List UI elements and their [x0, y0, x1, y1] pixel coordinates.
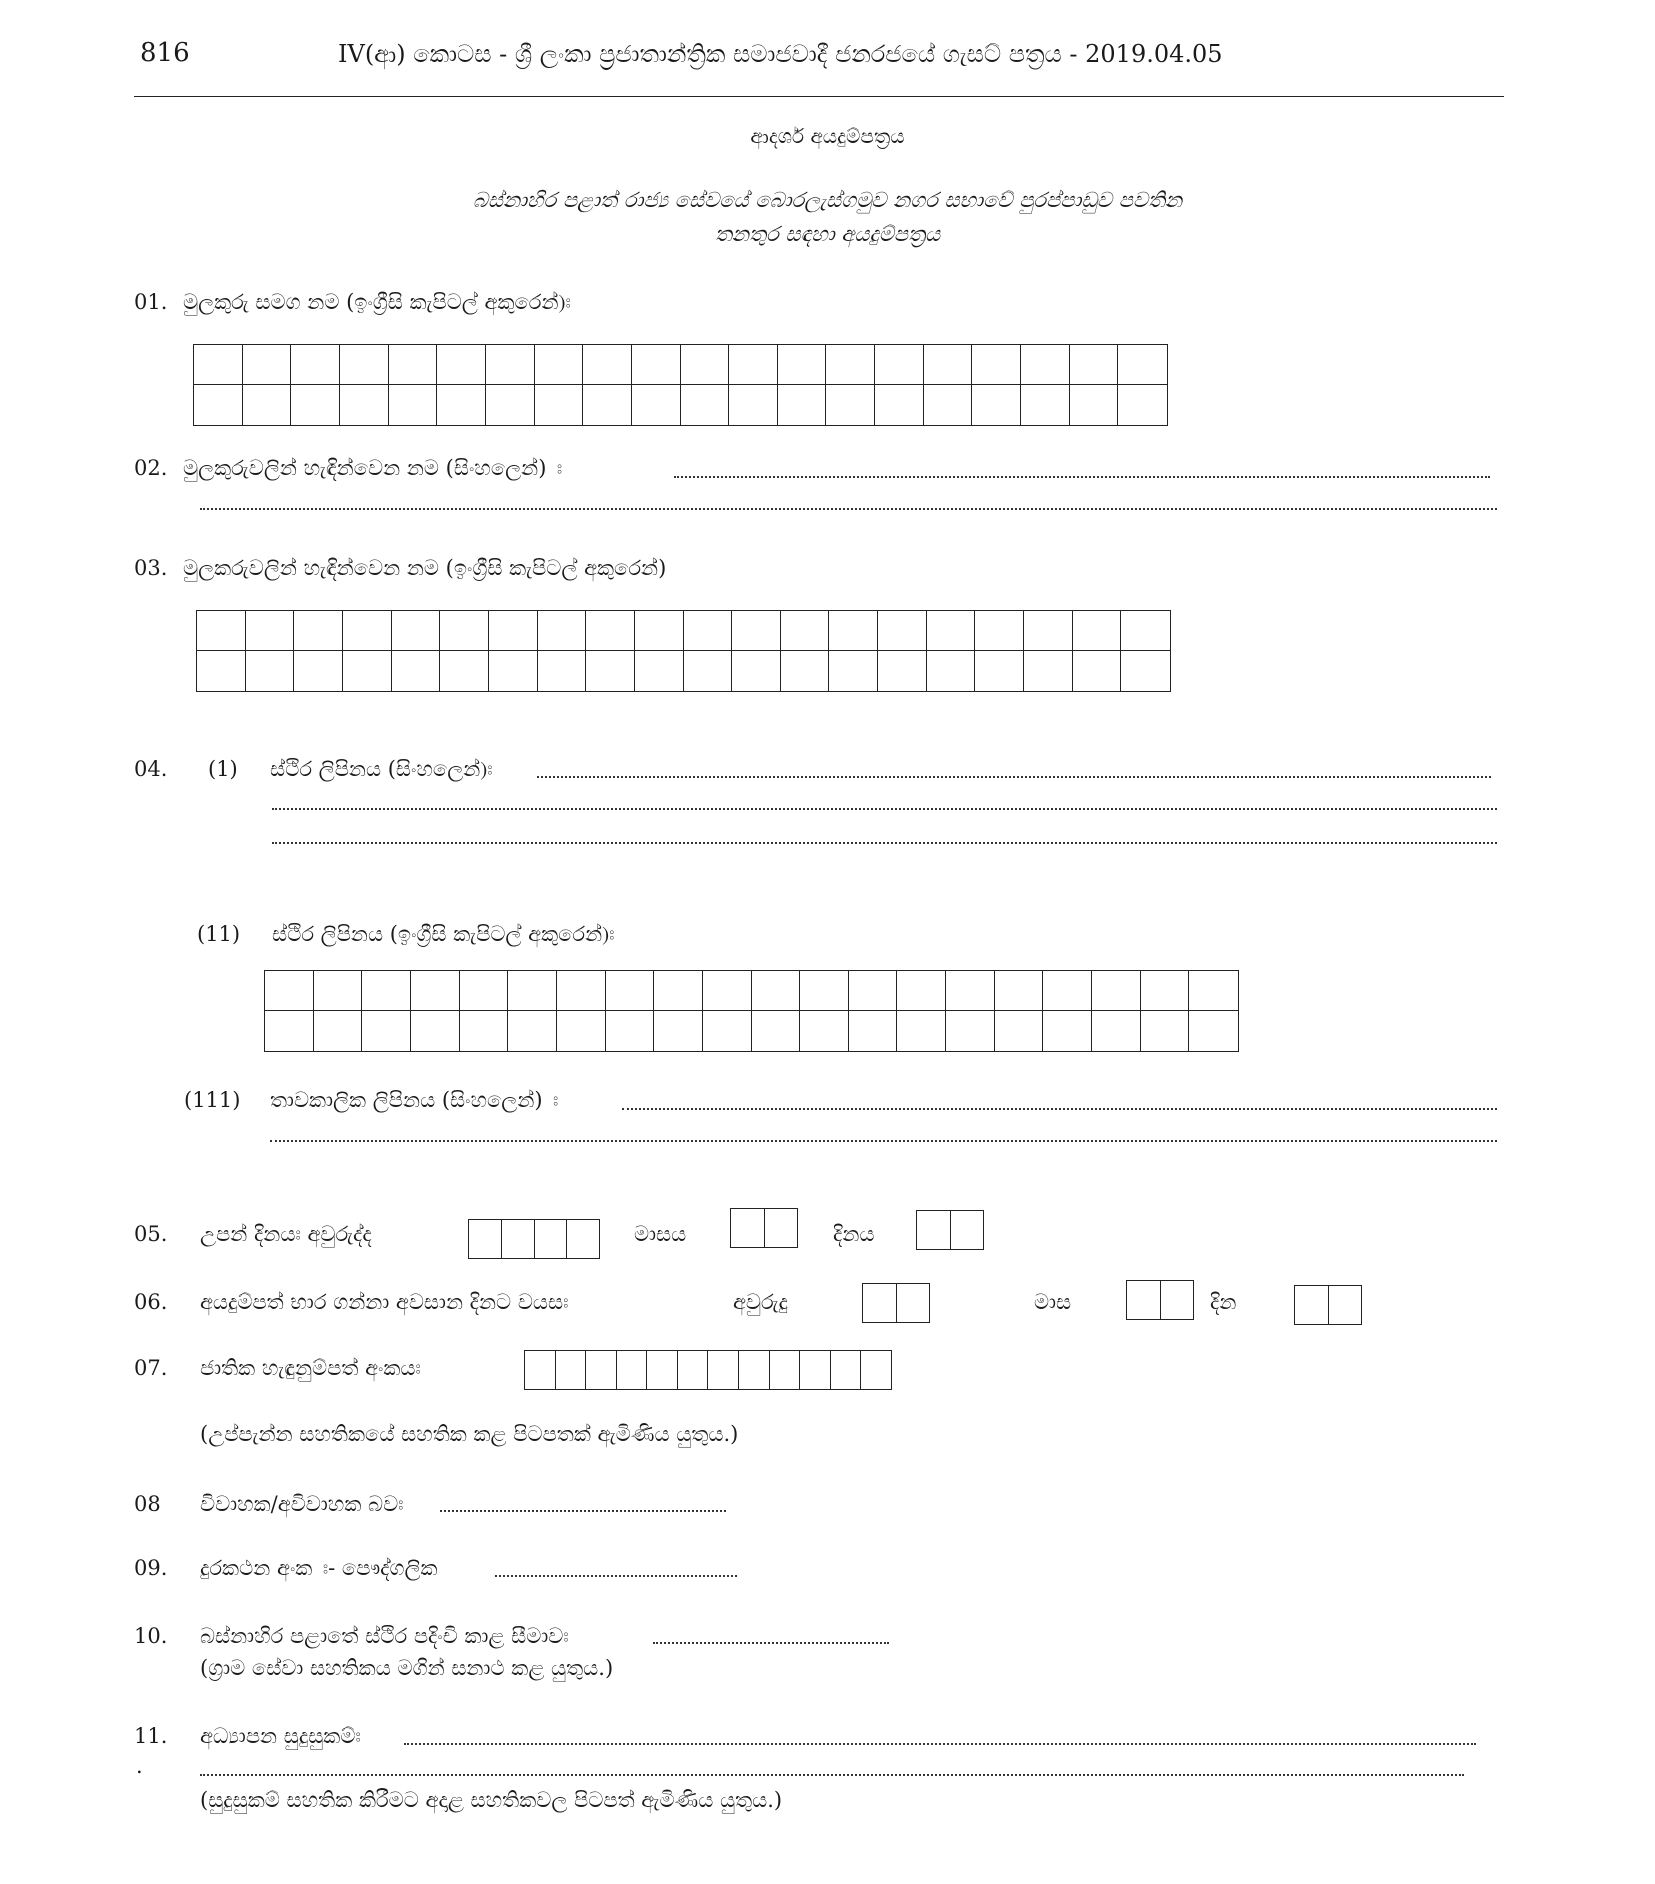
letter-cell[interactable]	[995, 1011, 1044, 1051]
letter-cell[interactable]	[924, 345, 973, 385]
letter-cell[interactable]	[1070, 385, 1119, 425]
letter-cell[interactable]	[489, 611, 538, 651]
letter-cell[interactable]	[583, 345, 632, 385]
q06-years-label: අවුරුදු	[733, 1290, 788, 1314]
letter-cell[interactable]	[632, 345, 681, 385]
letter-cell[interactable]	[972, 345, 1021, 385]
letter-cell[interactable]	[1189, 971, 1238, 1011]
q02-number: 02.	[134, 456, 168, 480]
letter-cell[interactable]	[1070, 345, 1119, 385]
letter-cell[interactable]	[878, 611, 927, 651]
letter-cell[interactable]	[1189, 1011, 1238, 1051]
letter-cell[interactable]	[246, 611, 295, 651]
letter-cell[interactable]	[635, 651, 684, 691]
letter-cell[interactable]	[778, 385, 827, 425]
q02-fill-line-2[interactable]	[200, 508, 1497, 510]
letter-cell[interactable]	[535, 345, 584, 385]
letter-cell[interactable]	[440, 651, 489, 691]
q05-label: උපන් දිනයඃ අවුරුද්ද	[200, 1222, 372, 1246]
letter-cell[interactable]	[946, 1011, 995, 1051]
letter-cell[interactable]	[1141, 971, 1190, 1011]
nic-digit-cell[interactable]	[831, 1351, 862, 1389]
q04-temporary-address-line-2[interactable]	[270, 1140, 1497, 1142]
q10-label: බස්නාහිර පළාතේ ස්ථිර පදිංචි කාළ සීමාවඃ	[200, 1624, 569, 1648]
letter-cell[interactable]	[586, 651, 635, 691]
letter-cell[interactable]	[389, 385, 438, 425]
letter-cell[interactable]	[681, 385, 730, 425]
q06-number: 06.	[134, 1290, 168, 1314]
letter-cell[interactable]	[606, 1011, 655, 1051]
letter-cell[interactable]	[632, 385, 681, 425]
letter-cell[interactable]	[194, 345, 243, 385]
nic-digit-cell[interactable]	[678, 1351, 709, 1389]
letter-cell[interactable]	[343, 611, 392, 651]
nic-digit-cell[interactable]	[556, 1351, 587, 1389]
q04-permanent-address-sinhala-line-3[interactable]	[272, 842, 1497, 844]
q01-label: මුලකුරු සමග නම (ඉංග්‍රීසි කැපිටල් අකුරෙන්)ඃ	[183, 290, 571, 314]
letter-cell[interactable]	[411, 971, 460, 1011]
nic-digit-cell[interactable]	[739, 1351, 770, 1389]
q06-months-boxes[interactable]	[1126, 1280, 1194, 1320]
letter-cell[interactable]	[243, 385, 292, 425]
q09-label: දුරකථන අංක ඃ- පෞද්ගලික	[200, 1556, 438, 1580]
letter-cell[interactable]	[314, 1011, 363, 1051]
letter-cell[interactable]	[1092, 1011, 1141, 1051]
q01-name-letter-grid[interactable]	[193, 344, 1168, 426]
q06-months-label: මාස	[1034, 1290, 1072, 1314]
letter-cell[interactable]	[800, 971, 849, 1011]
letter-cell[interactable]	[752, 1011, 801, 1051]
q04-permanent-address-sinhala-line-2[interactable]	[272, 808, 1497, 810]
letter-cell[interactable]	[703, 971, 752, 1011]
letter-cell[interactable]	[975, 611, 1024, 651]
q01-number: 01.	[134, 290, 168, 314]
header-rule	[134, 96, 1504, 97]
q03-number: 03.	[134, 556, 168, 580]
letter-cell[interactable]	[265, 971, 314, 1011]
q08-label: විවාහක/අවිවාහක බවඃ	[200, 1492, 404, 1516]
letter-cell[interactable]	[1021, 345, 1070, 385]
letter-cell[interactable]	[1073, 651, 1122, 691]
letter-cell[interactable]	[197, 651, 246, 691]
letter-cell[interactable]	[489, 651, 538, 691]
letter-cell[interactable]	[340, 345, 389, 385]
nic-digit-cell[interactable]	[617, 1351, 648, 1389]
letter-cell[interactable]	[703, 1011, 752, 1051]
letter-cell[interactable]	[995, 971, 1044, 1011]
letter-cell[interactable]	[197, 611, 246, 651]
nic-digit-cell[interactable]	[861, 1351, 891, 1389]
letter-cell[interactable]	[1141, 1011, 1190, 1051]
letter-cell[interactable]	[800, 1011, 849, 1051]
letter-cell[interactable]	[486, 385, 535, 425]
letter-cell[interactable]	[583, 385, 632, 425]
letter-cell[interactable]	[684, 611, 733, 651]
q07-note: (උප්පැන්න සහතිකයේ සහතික කළ පිටපතක් ඇමිණිය යුතුය.)	[200, 1422, 739, 1446]
letter-cell[interactable]	[729, 345, 778, 385]
q10-number: 10.	[134, 1624, 168, 1648]
letter-cell[interactable]	[246, 651, 295, 691]
letter-cell[interactable]	[924, 385, 973, 425]
letter-cell[interactable]	[538, 611, 587, 651]
q05-month-label: මාසය	[634, 1222, 687, 1246]
letter-cell[interactable]	[362, 971, 411, 1011]
letter-cell[interactable]	[752, 971, 801, 1011]
gazette-header-title: IV(ආ) කොටස - ශ්‍රී ලංකා ප්‍රජාතාන්ත්‍රික සමාජවාදී ජනරජයේ ගැසට් පත්‍රය - 2019.04.05	[338, 40, 1223, 68]
letter-cell[interactable]	[508, 971, 557, 1011]
letter-cell[interactable]	[1121, 611, 1170, 651]
letter-cell[interactable]	[392, 611, 441, 651]
letter-cell[interactable]	[291, 345, 340, 385]
letter-cell[interactable]	[437, 345, 486, 385]
q07-label: ජාතික හැඳුනුම්පත් අංකයඃ	[200, 1356, 421, 1380]
letter-cell[interactable]	[486, 345, 535, 385]
nic-digit-cell[interactable]	[800, 1351, 831, 1389]
nic-digit-cell[interactable]	[770, 1351, 801, 1389]
letter-cell[interactable]	[654, 971, 703, 1011]
letter-cell[interactable]	[1073, 611, 1122, 651]
q08-fill-line[interactable]	[440, 1510, 726, 1512]
letter-cell[interactable]	[1021, 385, 1070, 425]
letter-cell[interactable]	[875, 345, 924, 385]
q11-fill-line-1[interactable]	[404, 1743, 1476, 1745]
letter-cell[interactable]	[1024, 611, 1073, 651]
letter-cell[interactable]	[897, 1011, 946, 1051]
q11-label: අධ්‍යාපන සුදුසුකම්ඃ	[200, 1724, 361, 1748]
letter-cell[interactable]	[975, 651, 1024, 691]
q11-stray-mark: .	[136, 1754, 143, 1778]
q10-fill-line[interactable]	[653, 1642, 889, 1644]
q09-number: 09.	[134, 1556, 168, 1580]
letter-cell[interactable]	[732, 611, 781, 651]
q11-number: 11.	[134, 1724, 168, 1748]
q05-day-label: දිනය	[833, 1222, 875, 1246]
letter-cell[interactable]	[729, 385, 778, 425]
q07-nic-number-boxes[interactable]	[524, 1350, 892, 1390]
letter-cell[interactable]	[829, 651, 878, 691]
letter-cell[interactable]	[294, 611, 343, 651]
q04-permanent-address-sinhala-line-1[interactable]	[537, 776, 1491, 778]
q06-years-boxes[interactable]	[862, 1283, 930, 1323]
q04-sub1-number: (1)	[208, 757, 238, 781]
letter-cell[interactable]	[1118, 345, 1167, 385]
letter-cell[interactable]	[1092, 971, 1141, 1011]
q05-day-boxes[interactable]	[916, 1210, 984, 1250]
letter-cell[interactable]	[362, 1011, 411, 1051]
q04-sub3-label: තාවකාලික ලිපිනය (සිංහලෙන්) ඃ	[270, 1088, 559, 1112]
q09-fill-line[interactable]	[495, 1575, 737, 1577]
q10-note: (ග්‍රාම සේවා සහතිකය මගින් සනාථ කළ යුතුය.)	[200, 1656, 614, 1680]
q11-fill-line-2[interactable]	[200, 1774, 1464, 1776]
q04-permanent-address-english-grid[interactable]	[264, 970, 1239, 1052]
form-subtitle-line1: බස්නාහිර පළාත් රාජ්‍ය සේවයේ බොරලැස්ගමුව නගර සභාවේ පුරප්පාඩුව පවතින	[472, 188, 1183, 212]
letter-cell[interactable]	[1118, 385, 1167, 425]
letter-cell[interactable]	[927, 651, 976, 691]
letter-cell[interactable]	[392, 651, 441, 691]
letter-cell[interactable]	[1024, 651, 1073, 691]
letter-cell[interactable]	[343, 651, 392, 691]
letter-cell[interactable]	[411, 1011, 460, 1051]
letter-cell[interactable]	[849, 971, 898, 1011]
letter-cell[interactable]	[681, 345, 730, 385]
letter-cell[interactable]	[875, 385, 924, 425]
letter-cell[interactable]	[557, 1011, 606, 1051]
letter-cell[interactable]	[826, 385, 875, 425]
letter-cell[interactable]	[586, 611, 635, 651]
letter-cell[interactable]	[265, 1011, 314, 1051]
letter-cell[interactable]	[1043, 1011, 1092, 1051]
page-number: 816	[140, 38, 190, 68]
letter-cell[interactable]	[538, 651, 587, 691]
q04-sub1-label: ස්ථිර ලිපිනය (සිංහලෙන්)ඃ	[270, 757, 493, 781]
letter-cell[interactable]	[927, 611, 976, 651]
q04-sub2-label: ස්ථිර ලිපිනය (ඉංග්‍රීසි කැපිටල් අකුරෙන්)ඃ	[272, 922, 615, 946]
letter-cell[interactable]	[437, 385, 486, 425]
q04-temporary-address-line-1[interactable]	[622, 1108, 1497, 1110]
letter-cell[interactable]	[732, 651, 781, 691]
letter-cell[interactable]	[243, 345, 292, 385]
letter-cell[interactable]	[897, 971, 946, 1011]
nic-digit-cell[interactable]	[586, 1351, 617, 1389]
form-heading: ආදර්ශ අයදුම්පත්‍රය	[750, 124, 905, 148]
letter-cell[interactable]	[291, 385, 340, 425]
q05-month-boxes[interactable]	[730, 1208, 798, 1248]
letter-cell[interactable]	[557, 971, 606, 1011]
nic-digit-cell[interactable]	[525, 1351, 556, 1389]
letter-cell[interactable]	[635, 611, 684, 651]
letter-cell[interactable]	[606, 971, 655, 1011]
q04-sub2-number: (11)	[197, 922, 241, 946]
q02-fill-line[interactable]	[674, 476, 1490, 478]
q04-sub3-number: (111)	[184, 1088, 241, 1112]
letter-cell[interactable]	[781, 611, 830, 651]
q03-name-letter-grid[interactable]	[196, 610, 1171, 692]
letter-cell[interactable]	[946, 971, 995, 1011]
q06-days-label: දින	[1210, 1290, 1237, 1314]
letter-cell[interactable]	[1043, 971, 1092, 1011]
q08-number: 08	[134, 1492, 161, 1516]
letter-cell[interactable]	[460, 971, 509, 1011]
letter-cell[interactable]	[878, 651, 927, 691]
q03-label: මුලකරුවලින් හැඳින්වෙන නම (ඉංග්‍රීසි කැපිටල් අකුරෙන්)	[183, 556, 667, 580]
letter-cell[interactable]	[508, 1011, 557, 1051]
form-subtitle-line2: තනතුර සඳහා අයදුම්පත්‍රය	[714, 222, 941, 246]
letter-cell[interactable]	[1121, 651, 1170, 691]
q05-year-boxes[interactable]	[468, 1219, 600, 1259]
q11-note: (සුදුසුකම් සහතික කිරීමට අදාළ සහතිකවල පිටපත් ඇමිණිය යුතුය.)	[200, 1788, 783, 1812]
q06-label: අයදුම්පත් භාර ගන්නා අවසාන දිනට වයසඃ	[200, 1290, 569, 1314]
q04-number: 04.	[134, 757, 168, 781]
letter-cell[interactable]	[314, 971, 363, 1011]
q06-days-boxes[interactable]	[1294, 1285, 1362, 1325]
letter-cell[interactable]	[778, 345, 827, 385]
letter-cell[interactable]	[194, 385, 243, 425]
letter-cell[interactable]	[826, 345, 875, 385]
nic-digit-cell[interactable]	[647, 1351, 678, 1389]
letter-cell[interactable]	[535, 385, 584, 425]
letter-cell[interactable]	[389, 345, 438, 385]
letter-cell[interactable]	[781, 651, 830, 691]
letter-cell[interactable]	[654, 1011, 703, 1051]
q07-number: 07.	[134, 1356, 168, 1380]
letter-cell[interactable]	[340, 385, 389, 425]
nic-digit-cell[interactable]	[708, 1351, 739, 1389]
q05-number: 05.	[134, 1222, 168, 1246]
letter-cell[interactable]	[294, 651, 343, 691]
letter-cell[interactable]	[684, 651, 733, 691]
letter-cell[interactable]	[440, 611, 489, 651]
letter-cell[interactable]	[460, 1011, 509, 1051]
letter-cell[interactable]	[829, 611, 878, 651]
letter-cell[interactable]	[972, 385, 1021, 425]
q02-label: මුලකුරුවලින් හැඳින්වෙන නම (සිංහලෙන්) ඃ	[183, 456, 563, 480]
letter-cell[interactable]	[849, 1011, 898, 1051]
